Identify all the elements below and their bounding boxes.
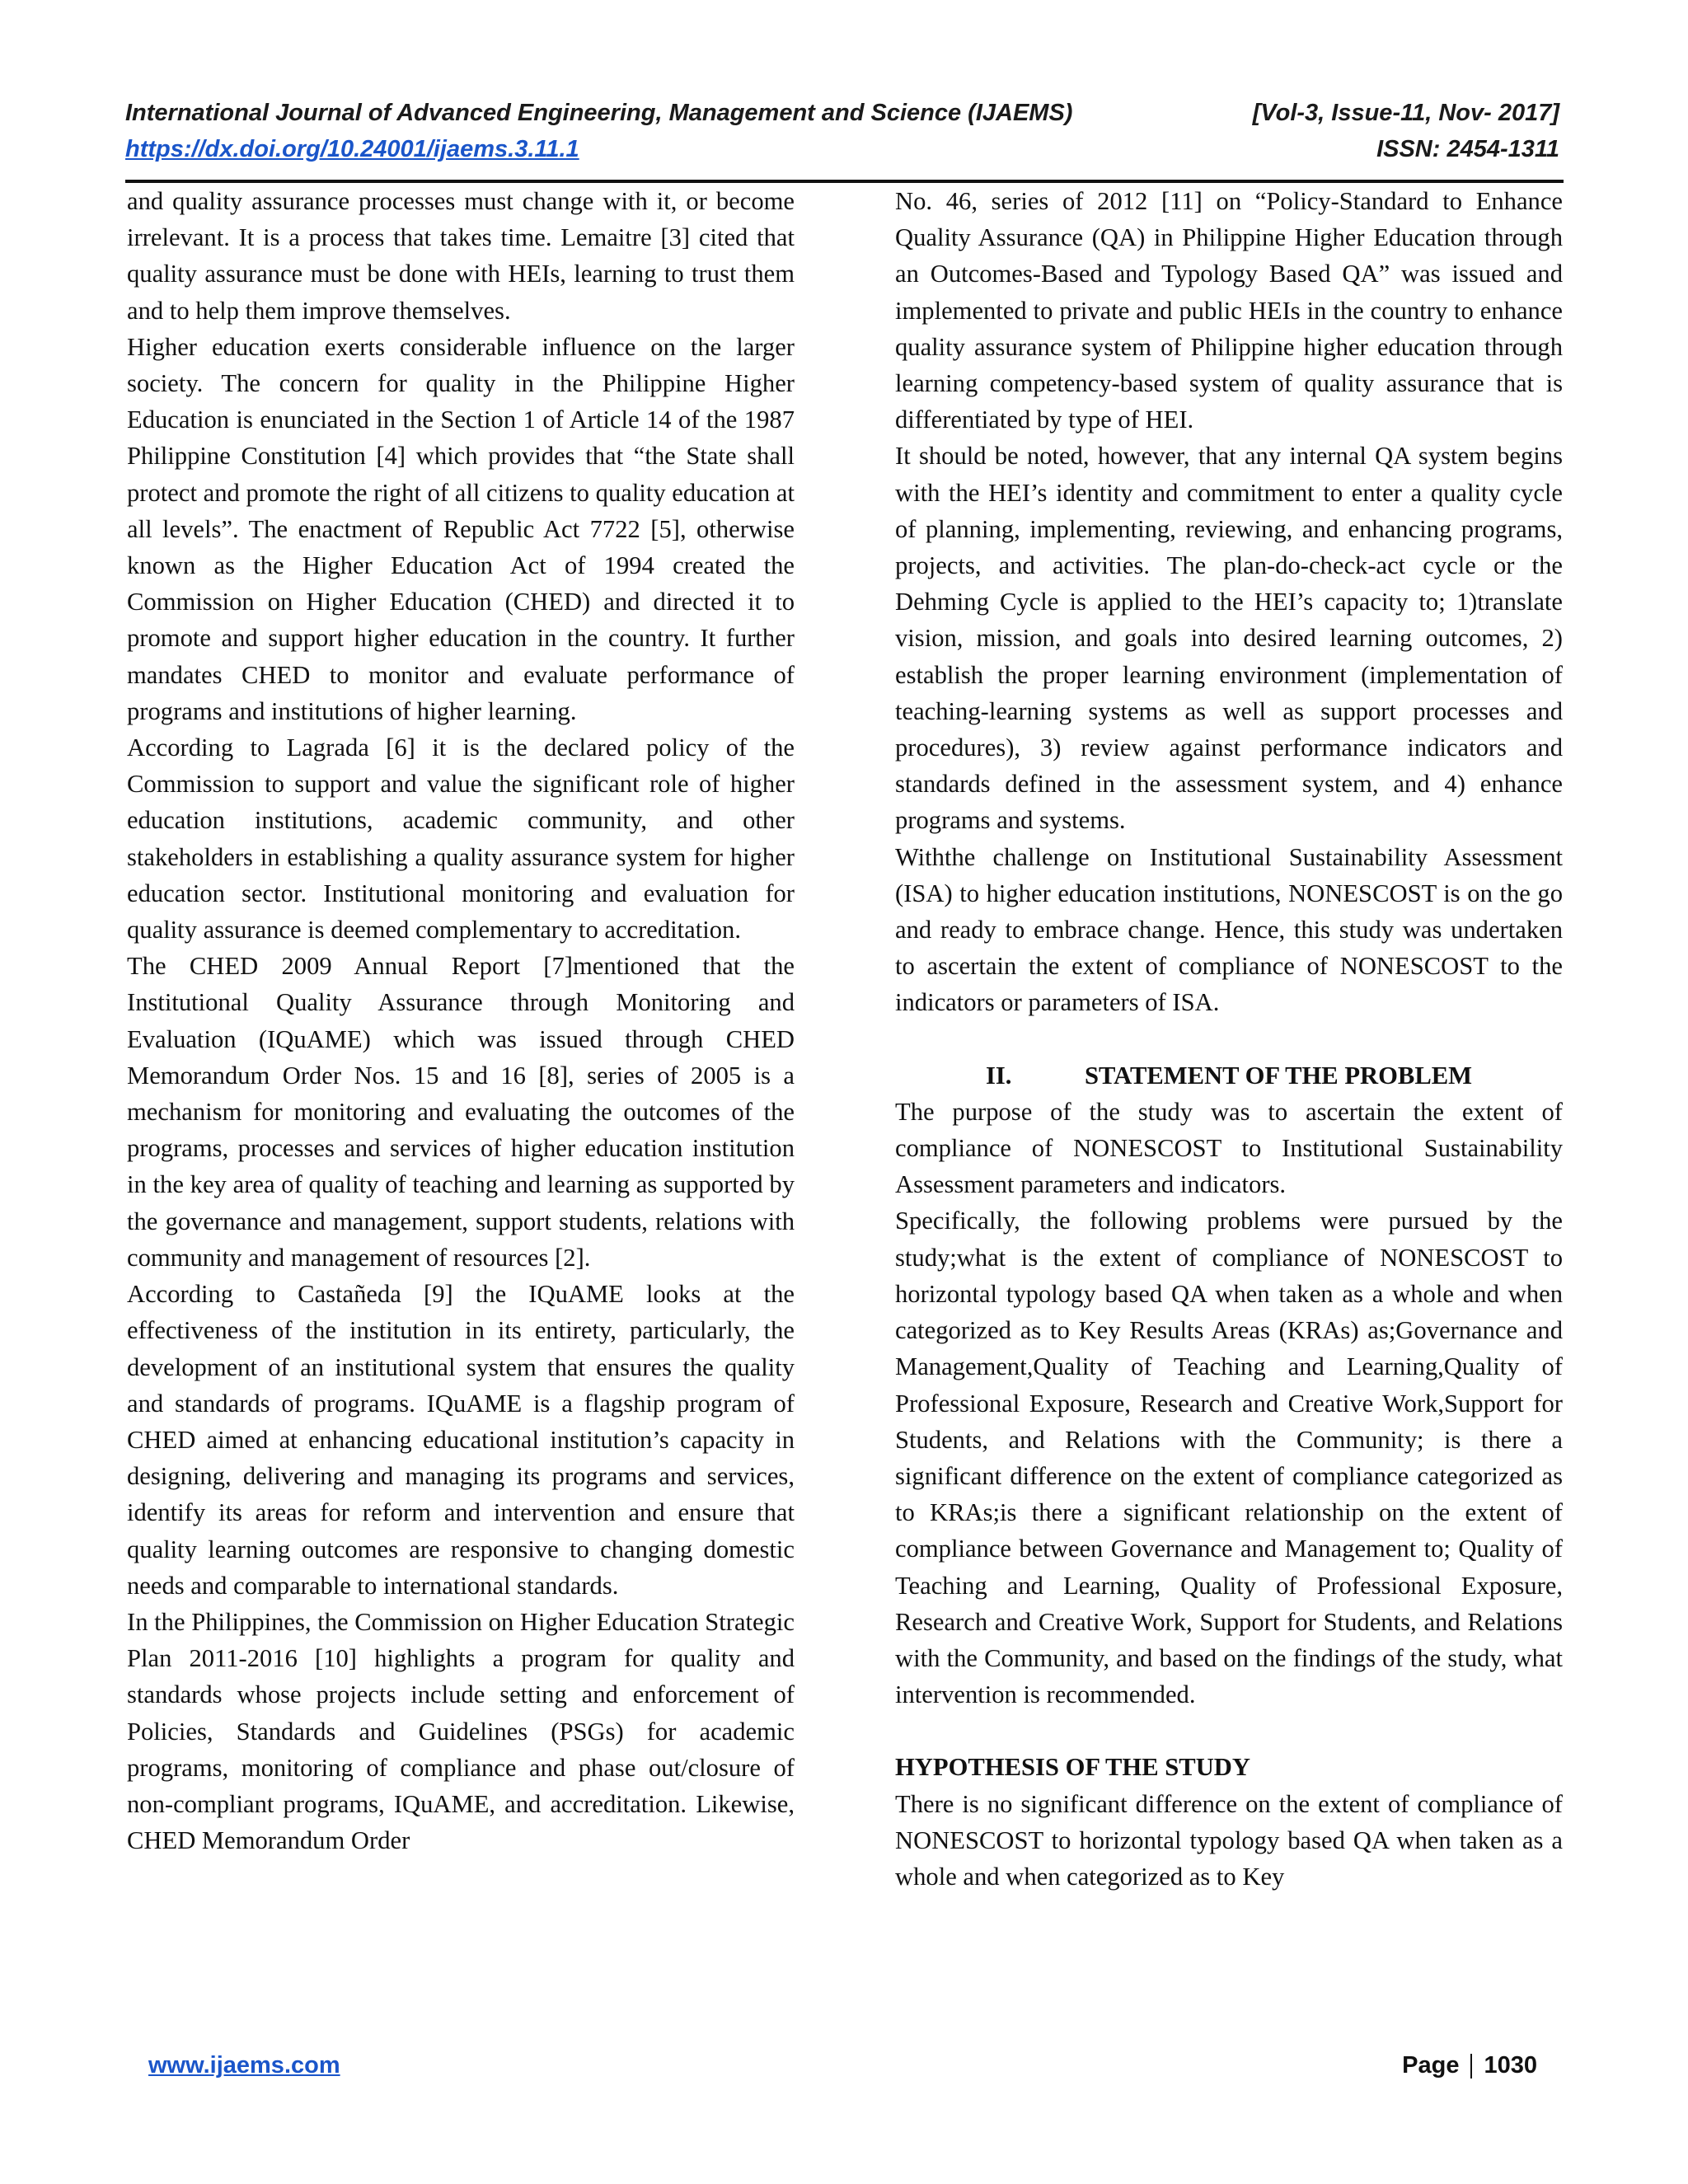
paragraph: No. 46, series of 2012 [11] on “Policy-Standard to Enhance Quality Assurance (QA) in Philippine Higher Education through an Outcomes-Based and Typology Based QA” was issued and implemented to private and public HEIs in the country to enhance quality assurance system of Philippine higher education through learning competency-based system of quality assurance that is differentiated by type of HEI. bbox=[895, 187, 1563, 434]
page-number: 1030 bbox=[1484, 2052, 1537, 2079]
page-label: Page bbox=[1402, 2052, 1460, 2079]
page-footer bbox=[148, 2052, 1537, 2079]
section-heading bbox=[895, 1057, 1563, 1094]
section-number: II. bbox=[985, 1061, 1012, 1090]
paragraph: There is no significant difference on the extent of compliance of NONESCOST to horizontal typology based QA when taken as a whole and when categorized as to Key bbox=[895, 1789, 1563, 1891]
section-title: STATEMENT OF THE PROBLEM bbox=[1084, 1061, 1473, 1090]
paragraph: According to Castañeda [9] the IQuAME looks at the effectiveness of the institution in its entirety, particularly, the development of an institutional system that ensures the quality and standards of programs. IQuAME is a flagship program of CHED aimed at enhancing educational institution’s capacity in designing, delivering and managing its programs and services, identify its areas for reform and intervention and ensure that quality learning outcomes are responsive to changing domestic needs and comparable to international standards. bbox=[127, 1280, 795, 1600]
left-column bbox=[127, 183, 795, 1858]
paragraph: The CHED 2009 Annual Report [7]mentioned that the Institutional Quality Assurance through Monitoring and Evaluation (IQuAME) which was issued through CHED Memorandum Order Nos. 15 and 16 [8], series of 2005 is a mechanism for monitoring and evaluating the outcomes of the programs, processes and services of higher education institution in the key area of quality of teaching and learning as supported by the governance and management, support students, relations with community and management of resources [2]. bbox=[127, 952, 795, 1272]
website-link[interactable]: www.ijaems.com bbox=[148, 2052, 340, 2079]
spacer bbox=[895, 1021, 1563, 1057]
paragraph: Withthe challenge on Institutional Sustainability Assessment (ISA) to higher education institutions, NONESCOST is on the go and ready to embrace change. Hence, this study was undertaken to ascertain the extent of compliance of NONESCOST to the indicators or parameters of ISA. bbox=[895, 842, 1563, 1017]
issn: ISSN: 2454-1311 bbox=[1376, 136, 1559, 162]
paragraph: According to Lagrada [6] it is the declared policy of the Commission to support and value the significant role of higher education institutions, academic community, and other stakeholders in establishing a quality assurance system for higher education sector. Institutional monitoring and evaluation for quality assurance is deemed complementary to accreditation. bbox=[127, 733, 795, 944]
journal-title: International Journal of Advanced Engineering, Management and Science (IJAEMS) bbox=[125, 100, 1073, 126]
paragraph: In the Philippines, the Commission on Higher Education Strategic Plan 2011-2016 [10] highlights a program for quality and standards whose projects include setting and enforcement of Policies, Standards and Guidelines (PSGs) for academic programs, monitoring of compliance and phase out/closure of non-compliant programs, IQuAME, and accreditation. Likewise, CHED Memorandum Order bbox=[127, 1607, 795, 1855]
spacer bbox=[895, 1713, 1563, 1749]
paragraph: The purpose of the study was to ascertain the extent of compliance of NONESCOST to Institutional Sustainability Assessment parameters and indicators. bbox=[895, 1097, 1563, 1199]
page-separator bbox=[1470, 2054, 1472, 2079]
paragraph: Specifically, the following problems were pursued by the study;what is the extent of compliance of NONESCOST to horizontal typology based QA when taken as a whole and when categorized as to Key Results Areas (KRAs) as;Governance and Management,Quality of Teaching and Learning,Quality of Professional Exposure, Research and Creative Work,Support for Students, and Relations with the Community; is there a significant difference on the extent of compliance categorized as to KRAs;is there a significant relationship on the extent of compliance between Governance and Management to; Quality of Teaching and Learning, Quality of Professional Exposure, Research and Creative Work, Support for Students, and Relations with the Community, and based on the findings of the study, what intervention is recommended. bbox=[895, 1207, 1563, 1709]
paragraph: and quality assurance processes must change with it, or become irrelevant. It is a process that takes time. Lemaitre [3] cited that quality assurance must be done with HEIs, learning to trust them and to help them improve themselves. bbox=[127, 187, 795, 325]
hypothesis-heading: HYPOTHESIS OF THE STUDY bbox=[895, 1753, 1250, 1782]
running-header bbox=[125, 95, 1559, 167]
doi-link[interactable]: https://dx.doi.org/10.24001/ijaems.3.11.1 bbox=[125, 136, 579, 162]
paragraph: Higher education exerts considerable influence on the larger society. The concern for quality in the Philippine Higher Education is enunciated in the Section 1 of Article 14 of the 1987 Philippine Constitution [4] which provides that “the State shall protect and promote the right of all citizens to quality education at all levels”. The enactment of Republic Act 7722 [5], otherwise known as the Higher Education Act of 1994 created the Commission on Higher Education (CHED) and directed it to promote and support higher education in the country. It further mandates CHED to monitor and evaluate performance of programs and institutions of higher learning. bbox=[127, 332, 795, 725]
page-indicator bbox=[1402, 2052, 1537, 2079]
volume-info: [Vol-3, Issue-11, Nov- 2017] bbox=[1252, 100, 1559, 126]
paragraph: It should be noted, however, that any internal QA system begins with the HEI’s identity and commitment to enter a quality cycle of planning, implementing, reviewing, and enhancing programs, projects, and activities. The plan-do-check-act cycle or the Dehming Cycle is applied to the HEI’s capacity to; 1)translate vision, mission, and goals into desired learning outcomes, 2) establish the proper learning environment (implementation of teaching-learning systems as well as support processes and procedures), 3) review against performance indicators and standards defined in the assessment system, and 4) enhance programs and systems. bbox=[895, 442, 1563, 835]
right-column bbox=[895, 183, 1563, 1895]
